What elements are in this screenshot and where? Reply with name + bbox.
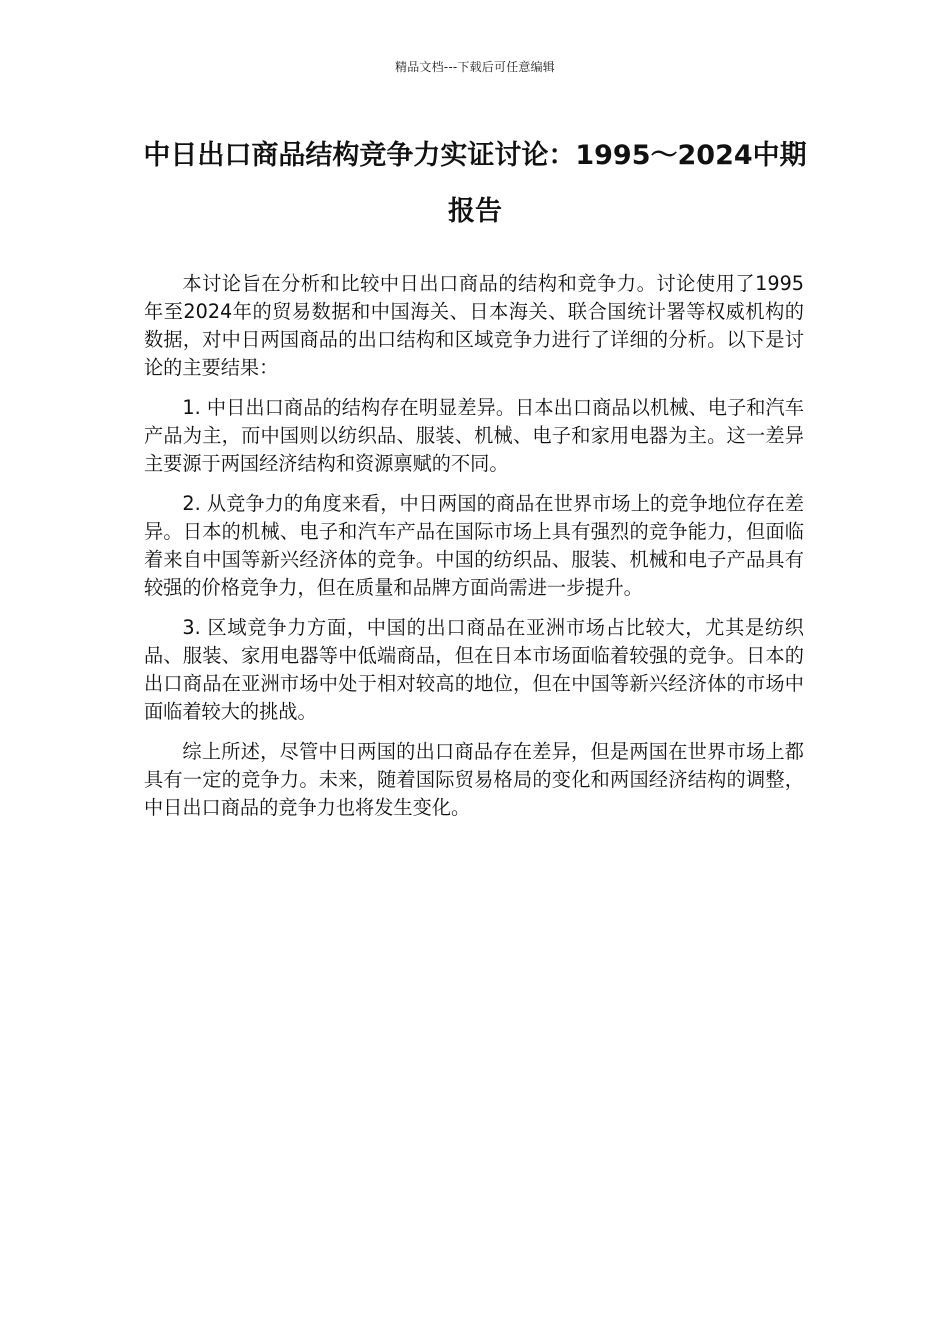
conclusion-paragraph: 综上所述，尽管中日两国的出口商品存在差异，但是两国在世界市场上都具有一定的竞争力。未来，随着国际贸易格局的变化和两国经济结构的调整，中日出口商品的竞争力也将发生变化。 <box>144 740 804 819</box>
document-title: 中日出口商品结构竞争力实证讨论：1995～2024中期报告 <box>143 140 807 227</box>
document-body <box>144 270 804 834</box>
finding-paragraph-2: 2. 从竞争力的角度来看，中日两国的商品在世界市场上的竞争地位存在差异。日本的机械、电子和汽车产品在国际市场上具有强烈的竞争能力，但面临着来自中国等新兴经济体的竞争。中国的纺织品、服装、机械和电子产品具有较强的价格竞争力，但在质量和品牌方面尚需进一步提升。 <box>144 492 804 599</box>
header-note: 精品文档---下载后可任意编辑 <box>395 60 555 74</box>
finding-paragraph-3: 3. 区域竞争力方面，中国的出口商品在亚洲市场占比较大，尤其是纺织品、服装、家用电器等中低端商品，但在日本市场面临着较强的竞争。日本的出口商品在亚洲市场中处于相对较高的地位，但在中国等新兴经济体的市场中面临着较大的挑战。 <box>144 616 804 723</box>
finding-paragraph-1: 1. 中日出口商品的结构存在明显差异。日本出口商品以机械、电子和汽车产品为主，而中国则以纺织品、服装、机械、电子和家用电器为主。这一差异主要源于两国经济结构和资源禀赋的不同。 <box>144 396 804 475</box>
intro-paragraph: 本讨论旨在分析和比较中日出口商品的结构和竞争力。讨论使用了1995年至2024年的贸易数据和中国海关、日本海关、联合国统计署等权威机构的数据，对中日两国商品的出口结构和区域竞争力进行了详细的分析。以下是讨论的主要结果： <box>144 272 804 379</box>
